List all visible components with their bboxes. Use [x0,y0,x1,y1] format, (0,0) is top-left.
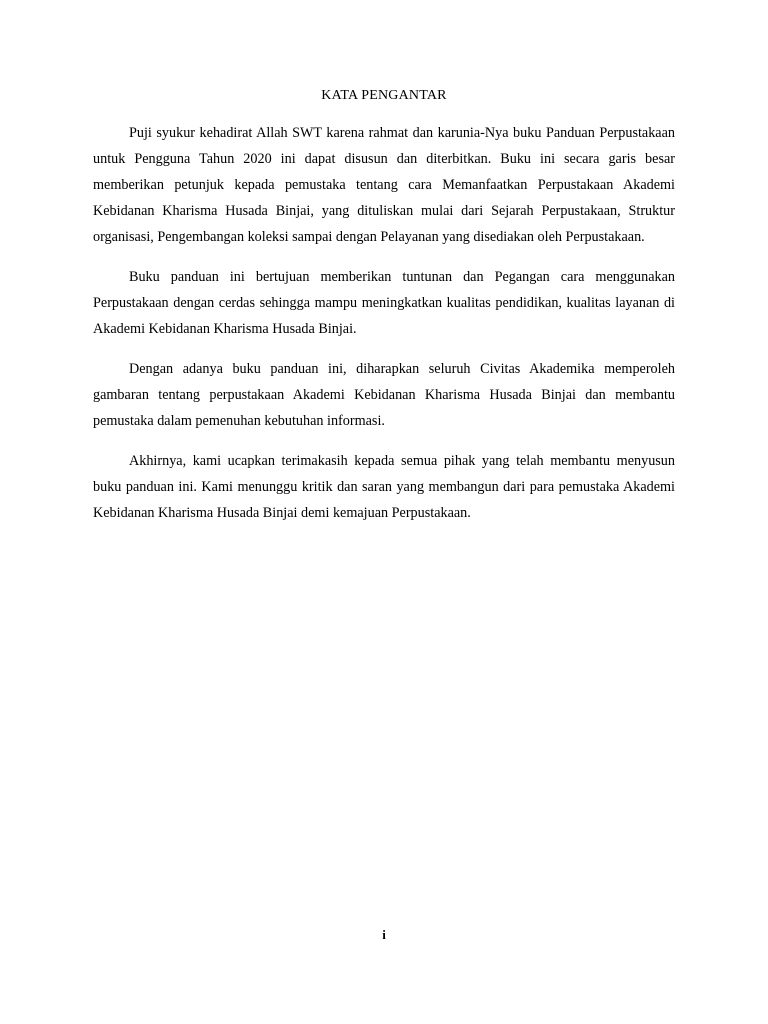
paragraph-4: Akhirnya, kami ucapkan terimakasih kepada semua pihak yang telah membantu menyusun buku panduan ini. Kami menunggu kritik dan saran yang membangun dari para pemustaka Akademi Kebidanan Kharisma Husada Binjai demi kemajuan Perpustakaan. [93,453,675,521]
paragraph-3: Dengan adanya buku panduan ini, diharapkan seluruh Civitas Akademika memperoleh gambaran tentang perpustakaan Akademi Kebidanan Kharisma Husada Binjai dan membantu pemustaka dalam pemenuhan kebutuhan informasi. [93,361,675,429]
paragraph-2: Buku panduan ini bertujuan memberikan tuntunan dan Pegangan cara menggunakan Perpustakaan dengan cerdas sehingga mampu meningkatkan kualitas pendidikan, kualitas layanan di Akademi Kebidanan Kharisma Husada Binjai. [93,269,675,337]
page-number: i [382,927,386,942]
document-body [93,120,675,540]
page-title: KATA PENGANTAR [321,88,447,103]
paragraph-1: Puji syukur kehadirat Allah SWT karena rahmat dan karunia-Nya buku Panduan Perpustakaan untuk Pengguna Tahun 2020 ini dapat disusun dan diterbitkan. Buku ini secara garis besar memberikan petunjuk kepada pemustaka tentang cara Memanfaatkan Perpustakaan Akademi Kebidanan Kharisma Husada Binjai, yang dituliskan mulai dari Sejarah Perpustakaan, Struktur organisasi, Pengembangan koleksi sampai dengan Pelayanan yang disediakan oleh Perpustakaan. [93,125,675,245]
